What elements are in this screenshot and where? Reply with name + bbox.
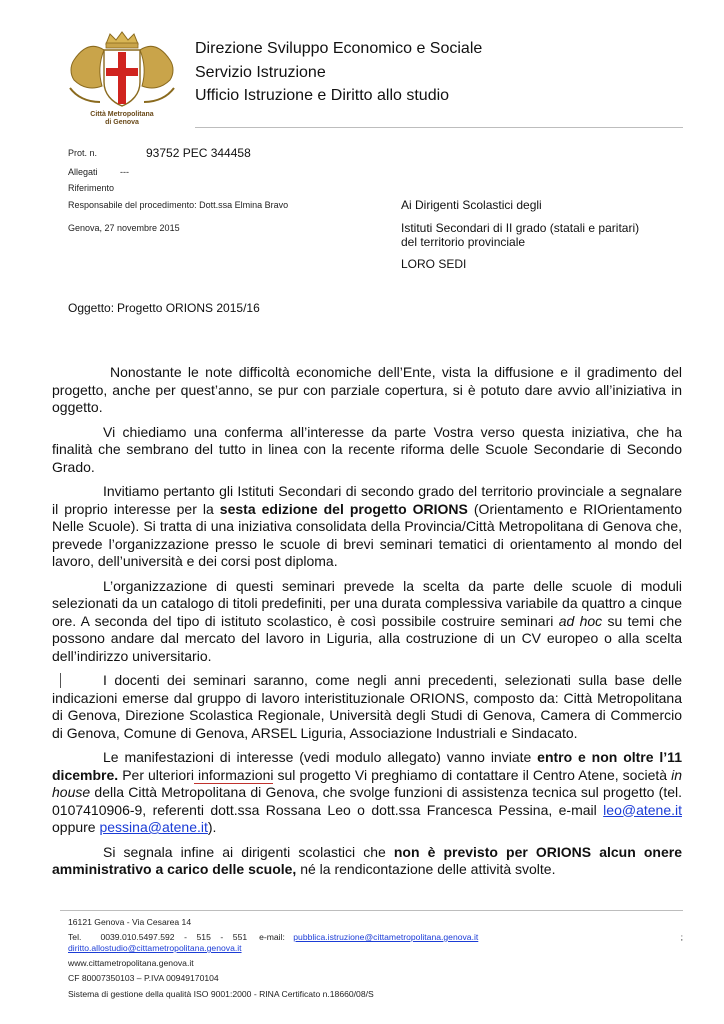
p7-text-a: Si segnala infine ai dirigenti scolastici che xyxy=(103,843,394,860)
p3-text-c: (Orientamento e RIOrientamento Nelle Scuole). Si tratta di una iniziativa consolidata della Provincia/Città Metropolitana di Genova che, prevede l’organizzazione presso le scuole di brevi seminari tematici di orientamento al mondo del lavoro, dell’università e dei corsi post diploma. xyxy=(52,500,682,569)
recipient-line3: del territorio provinciale xyxy=(401,235,526,249)
p6-deadline: entro e non oltre l’11 dicembre. xyxy=(52,749,682,783)
p4-text-c: su temi che possono andare dal mercato del lavoro in Liguria, alla costruzione di un CV europeo o alla scelta dell’indirizzo universitario. xyxy=(52,612,682,664)
p6-text-i: ). xyxy=(207,819,217,835)
recipient-line2: Istituti Secondari di II grado (statali e paritari) xyxy=(401,221,640,235)
citta-metropolitana-crest-icon xyxy=(62,30,182,124)
p6-text-e: sul progetto Vi preghiamo di contattare il Centro Atene, società xyxy=(273,766,672,783)
p6-text-c: Per ulteriori xyxy=(118,766,194,783)
footer-tel: Tel. 0039.010.5497.592 - 515 - 551 e-mail: xyxy=(68,932,285,942)
header-service: Servizio Istruzione xyxy=(195,64,326,81)
allegati-label: Allegati xyxy=(68,167,98,177)
footer-email-diritto[interactable]: diritto.allostudio@cittametropolitana.genova.it xyxy=(68,943,242,953)
p3-bold: sesta edizione del progetto ORIONS xyxy=(219,500,468,517)
header-office: Ufficio Istruzione e Diritto allo studio xyxy=(195,87,450,104)
subject-value: Progetto ORIONS 2015/16 xyxy=(117,301,260,315)
paragraph-5 xyxy=(52,672,682,742)
logo-caption-line2: di Genova xyxy=(105,119,139,126)
footer-contacts xyxy=(68,932,683,942)
revision-bar-icon xyxy=(60,673,61,688)
header-rule xyxy=(195,127,683,128)
email-link-pessina[interactable]: pessina@atene.it xyxy=(99,819,208,835)
subject-label: Oggetto: xyxy=(68,301,115,315)
paragraph-1: Nonostante le note difficoltà economiche dell’Ente, vista la diffusione e il gradimento del progetto, anche per quest’anno, se pur con parziale copertura, si è potuto dare avvio all’iniziativa in oggetto. xyxy=(52,364,682,415)
footer-email-line xyxy=(68,943,242,953)
p6-italic: in house xyxy=(52,766,682,800)
paragraph-4 xyxy=(52,578,682,666)
p5-text-b: saranno, come negli anni precedenti, selezionati sulla base delle indicazioni emerse dal gruppo di lavoro interistituzionale ORIONS, composto da: Città Metropolitana di Genova, Direzione Scolastica Regionale, Università degli Studi di Genova, Camera di Commercio di Genova, Comune di Genova, ARSEL Liguria, Associazione Industriali e Sindacato. xyxy=(52,672,682,741)
p6-text-d: informazioni xyxy=(193,766,274,783)
paragraph-3 xyxy=(52,483,682,571)
prot-value: 93752 PEC 344458 xyxy=(146,146,251,160)
recipient-line4: LORO SEDI xyxy=(401,257,467,271)
prot-label: Prot. n. xyxy=(68,148,98,158)
footer-fiscal-codes: CF 80007350103 – P.IVA 00949170104 xyxy=(68,973,219,983)
paragraph-7 xyxy=(52,844,682,879)
p4-text-a: L’organizzazione di questi seminari prevede la scelta da parte delle scuole di moduli selezionati da un catalogo di titoli predefiniti, per una durata complessiva variabile da quattro a cinque ore. A seconda del tipo di istituto scolastico, è così possibile costruire seminari xyxy=(52,577,682,629)
p6-text-h: oppure xyxy=(52,819,100,835)
allegati-value: --- xyxy=(120,167,129,177)
logo-caption-line1: Città Metropolitana xyxy=(90,111,154,118)
footer-quality-cert: Sistema di gestione della qualità ISO 9001:2000 - RINA Certificato n.18660/08/S xyxy=(68,989,374,999)
p7-bold: non è previsto per ORIONS alcun onere amministrativo a carico delle scuole, xyxy=(52,843,682,877)
recipient-line1: Ai Dirigenti Scolastici degli xyxy=(401,198,542,212)
letter-date: Genova, 27 novembre 2015 xyxy=(68,223,180,233)
footer-website[interactable]: www.cittametropolitana.genova.it xyxy=(68,958,194,968)
paragraph-2: Vi chiediamo una conferma all’interesse da parte Vostra verso questa iniziativa, che ha finalità che sembrano del tutto in linea con la recente riforma delle Scuole Secondarie di Secondo Grado. xyxy=(52,423,682,475)
p3-text-a: Invitiamo pertanto gli Istituti Secondari di secondo grado del territorio provinciale a segnalare il proprio interesse per la xyxy=(52,483,682,517)
footer-rule xyxy=(60,910,683,911)
p4-italic: ad hoc xyxy=(558,612,603,629)
riferimento-label: Riferimento xyxy=(68,183,115,193)
p6-text-g: della Città Metropolitana di Genova, che svolge funzioni di assistenza tecnica sul progetto (tel. 0107410906-9, referenti dott.ssa Rossana Leo o dott.ssa Francesca Pessina, e-mail xyxy=(52,784,682,818)
p7-text-c: né la rendicontazione delle attività svolte. xyxy=(296,861,556,877)
paragraph-6 xyxy=(52,749,682,837)
logo-caption xyxy=(62,111,182,127)
p5-text-a: I docenti dei seminari xyxy=(103,672,246,688)
footer-address: 16121 Genova - Via Cesarea 14 xyxy=(68,917,192,927)
footer-separator: ; xyxy=(680,932,683,942)
header-directorate: Direzione Sviluppo Economico e Sociale xyxy=(195,40,483,57)
email-link-leo[interactable]: leo@atene.it xyxy=(603,801,682,818)
letter-body xyxy=(52,364,682,886)
p6-text-a: Le manifestazioni di interesse (vedi modulo allegato) vanno inviate xyxy=(103,749,538,765)
footer-email-istruzione[interactable]: pubblica.istruzione@cittametropolitana.genova.it xyxy=(293,932,479,942)
responsabile: Responsabile del procedimento: Dott.ssa Elmina Bravo xyxy=(68,200,289,210)
